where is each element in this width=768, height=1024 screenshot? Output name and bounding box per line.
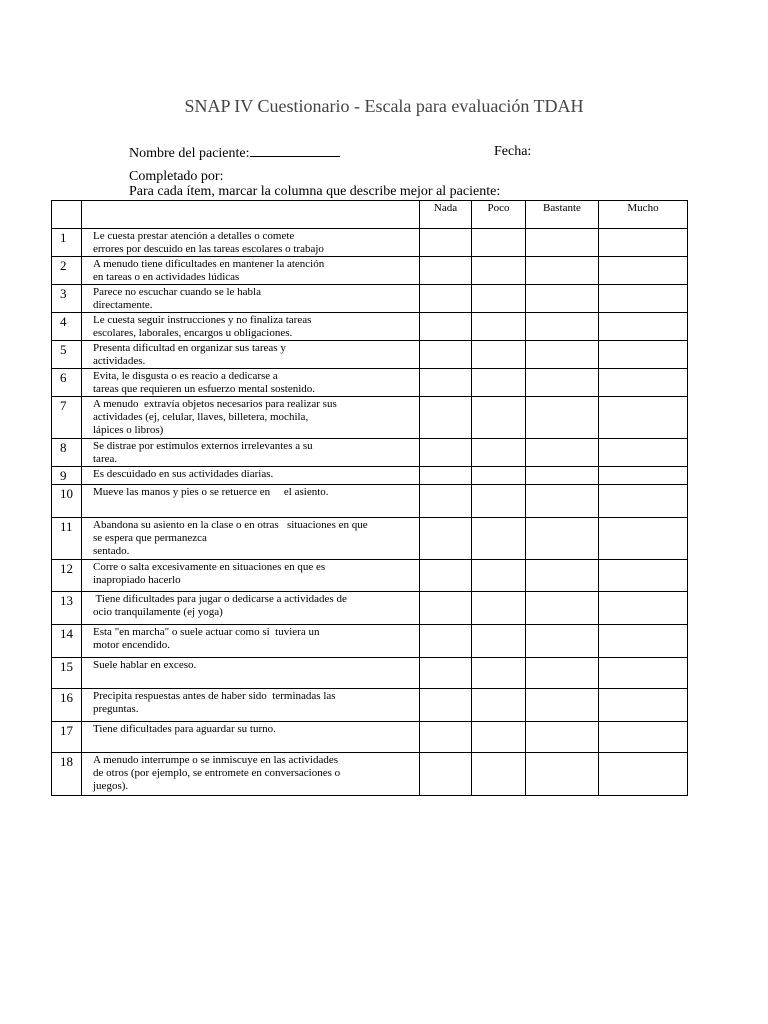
answer-cell-bastante[interactable] (526, 722, 599, 753)
table-row (52, 439, 688, 467)
item-number: 17 (52, 722, 82, 753)
answer-cell-poco[interactable] (472, 439, 526, 467)
answer-cell-nada[interactable] (420, 341, 472, 369)
answer-cell-nada[interactable] (420, 229, 472, 257)
answer-cell-mucho[interactable] (599, 689, 688, 722)
answer-cell-poco[interactable] (472, 369, 526, 397)
answer-cell-mucho[interactable] (599, 722, 688, 753)
answer-cell-nada[interactable] (420, 689, 472, 722)
item-description: Suele hablar en exceso. (82, 658, 420, 689)
answer-cell-mucho[interactable] (599, 592, 688, 625)
answer-cell-bastante[interactable] (526, 341, 599, 369)
answer-cell-poco[interactable] (472, 592, 526, 625)
answer-cell-poco[interactable] (472, 658, 526, 689)
item-number: 14 (52, 625, 82, 658)
answer-cell-nada[interactable] (420, 397, 472, 439)
answer-cell-poco[interactable] (472, 285, 526, 313)
answer-cell-bastante[interactable] (526, 369, 599, 397)
answer-cell-nada[interactable] (420, 313, 472, 341)
page-title: SNAP IV Cuestionario - Escala para evaluación TDAH (184, 96, 584, 116)
item-description: Tiene dificultades para jugar o dedicarse a actividades de ocio tranquilamente (ej yoga) (82, 592, 420, 625)
table-header-row (52, 201, 688, 229)
answer-cell-mucho[interactable] (599, 397, 688, 439)
header-bastante: Bastante (526, 201, 599, 229)
table-row (52, 689, 688, 722)
answer-cell-nada[interactable] (420, 658, 472, 689)
table-row (52, 625, 688, 658)
item-description: Parece no escuchar cuando se le habla directamente. (82, 285, 420, 313)
answer-cell-mucho[interactable] (599, 560, 688, 592)
item-number: 7 (52, 397, 82, 439)
table-row (52, 485, 688, 518)
item-description: Es descuidado en sus actividades diarias. (82, 467, 420, 485)
answer-cell-mucho[interactable] (599, 257, 688, 285)
answer-cell-mucho[interactable] (599, 439, 688, 467)
table-row (52, 658, 688, 689)
answer-cell-nada[interactable] (420, 560, 472, 592)
table-row (52, 560, 688, 592)
answer-cell-bastante[interactable] (526, 257, 599, 285)
answer-cell-bastante[interactable] (526, 592, 599, 625)
answer-cell-nada[interactable] (420, 625, 472, 658)
answer-cell-poco[interactable] (472, 689, 526, 722)
table-row (52, 313, 688, 341)
item-number: 15 (52, 658, 82, 689)
answer-cell-poco[interactable] (472, 229, 526, 257)
item-description: Tiene dificultades para aguardar su turno. (82, 722, 420, 753)
answer-cell-bastante[interactable] (526, 285, 599, 313)
item-description: Presenta dificultad en organizar sus tareas y actividades. (82, 341, 420, 369)
answer-cell-bastante[interactable] (526, 485, 599, 518)
answer-cell-mucho[interactable] (599, 229, 688, 257)
answer-cell-poco[interactable] (472, 485, 526, 518)
patient-name-field (129, 144, 340, 162)
answer-cell-nada[interactable] (420, 467, 472, 485)
answer-cell-nada[interactable] (420, 722, 472, 753)
item-description: Le cuesta prestar atención a detalles o comete errores por descuido en las tareas escolares o trabajo (82, 229, 420, 257)
answer-cell-mucho[interactable] (599, 341, 688, 369)
answer-cell-mucho[interactable] (599, 753, 688, 796)
patient-name-label: Nombre del paciente: (129, 146, 250, 161)
answer-cell-mucho[interactable] (599, 285, 688, 313)
answer-cell-mucho[interactable] (599, 658, 688, 689)
item-description: Precipita respuestas antes de haber sido terminadas las preguntas. (82, 689, 420, 722)
answer-cell-poco[interactable] (472, 257, 526, 285)
item-number: 4 (52, 313, 82, 341)
answer-cell-bastante[interactable] (526, 439, 599, 467)
date-field (494, 144, 531, 160)
answer-cell-mucho[interactable] (599, 518, 688, 560)
instructions-text: Para cada ítem, marcar la columna que describe mejor al paciente: (129, 184, 501, 199)
item-description: A menudo interrumpe o se inmiscuye en las actividades de otros (por ejemplo, se entromete en conversaciones o juegos). (82, 753, 420, 796)
item-description: Evita, le disgusta o es reacio a dedicarse a tareas que requieren un esfuerzo mental sostenido. (82, 369, 420, 397)
date-label: Fecha: (494, 144, 532, 159)
answer-cell-poco[interactable] (472, 467, 526, 485)
answer-cell-bastante[interactable] (526, 658, 599, 689)
answer-cell-nada[interactable] (420, 369, 472, 397)
table-row (52, 467, 688, 485)
item-number: 18 (52, 753, 82, 796)
patient-name-blank[interactable] (250, 144, 340, 157)
header-poco: Poco (472, 201, 526, 229)
answer-cell-poco[interactable] (472, 625, 526, 658)
table-row (52, 257, 688, 285)
answer-cell-nada[interactable] (420, 285, 472, 313)
item-number: 10 (52, 485, 82, 518)
completed-by-field (129, 169, 224, 185)
table-row (52, 753, 688, 796)
answer-cell-poco[interactable] (472, 518, 526, 560)
answer-cell-poco[interactable] (472, 341, 526, 369)
header-mucho: Mucho (599, 201, 688, 229)
item-description: Mueve las manos y pies o se retuerce en el asiento. (82, 485, 420, 518)
table-row (52, 722, 688, 753)
answer-cell-mucho[interactable] (599, 467, 688, 485)
item-description: Esta "en marcha" o suele actuar como si tuviera un motor encendido. (82, 625, 420, 658)
answer-cell-nada[interactable] (420, 439, 472, 467)
answer-cell-bastante[interactable] (526, 518, 599, 560)
table-row (52, 341, 688, 369)
answer-cell-bastante[interactable] (526, 560, 599, 592)
answer-cell-bastante[interactable] (526, 753, 599, 796)
answer-cell-mucho[interactable] (599, 485, 688, 518)
completed-by-label: Completado por: (129, 169, 224, 184)
answer-cell-nada[interactable] (420, 753, 472, 796)
header-number (52, 201, 82, 229)
answer-cell-nada[interactable] (420, 485, 472, 518)
answer-cell-nada[interactable] (420, 257, 472, 285)
answer-cell-nada[interactable] (420, 518, 472, 560)
header-item (82, 201, 420, 229)
answer-cell-poco[interactable] (472, 397, 526, 439)
answer-cell-nada[interactable] (420, 592, 472, 625)
item-number: 16 (52, 689, 82, 722)
answer-cell-bastante[interactable] (526, 229, 599, 257)
item-description: Se distrae por estímulos externos irrelevantes a su tarea. (82, 439, 420, 467)
item-number: 5 (52, 341, 82, 369)
answer-cell-poco[interactable] (472, 560, 526, 592)
item-number: 13 (52, 592, 82, 625)
item-description: Corre o salta excesivamente en situaciones en que es inapropiado hacerlo (82, 560, 420, 592)
answer-cell-poco[interactable] (472, 753, 526, 796)
item-number: 12 (52, 560, 82, 592)
answer-cell-bastante[interactable] (526, 313, 599, 341)
item-description: A menudo tiene dificultades en mantener la atención en tareas o en actividades lúdicas (82, 257, 420, 285)
table-row (52, 518, 688, 560)
item-number: 1 (52, 229, 82, 257)
answer-cell-mucho[interactable] (599, 369, 688, 397)
item-number: 2 (52, 257, 82, 285)
answer-cell-poco[interactable] (472, 313, 526, 341)
answer-cell-mucho[interactable] (599, 313, 688, 341)
answer-cell-bastante[interactable] (526, 467, 599, 485)
item-number: 3 (52, 285, 82, 313)
header-nada: Nada (420, 201, 472, 229)
answer-cell-poco[interactable] (472, 722, 526, 753)
table-row (52, 592, 688, 625)
item-number: 8 (52, 439, 82, 467)
answer-cell-mucho[interactable] (599, 625, 688, 658)
table-row (52, 229, 688, 257)
item-description: A menudo extravía objetos necesarios para realizar sus actividades (ej, celular, llaves, billetera, mochila, lápices o libros) (82, 397, 420, 439)
table-row (52, 397, 688, 439)
rating-table (51, 200, 688, 796)
item-number: 9 (52, 467, 82, 485)
answer-cell-bastante[interactable] (526, 397, 599, 439)
answer-cell-bastante[interactable] (526, 625, 599, 658)
item-number: 11 (52, 518, 82, 560)
table-row (52, 285, 688, 313)
table-row (52, 369, 688, 397)
answer-cell-bastante[interactable] (526, 689, 599, 722)
item-description: Abandona su asiento en la clase o en otras situaciones en que se espera que permanezca sentado. (82, 518, 420, 560)
item-description: Le cuesta seguir instrucciones y no finaliza tareas escolares, laborales, encargos u obligaciones. (82, 313, 420, 341)
item-number: 6 (52, 369, 82, 397)
